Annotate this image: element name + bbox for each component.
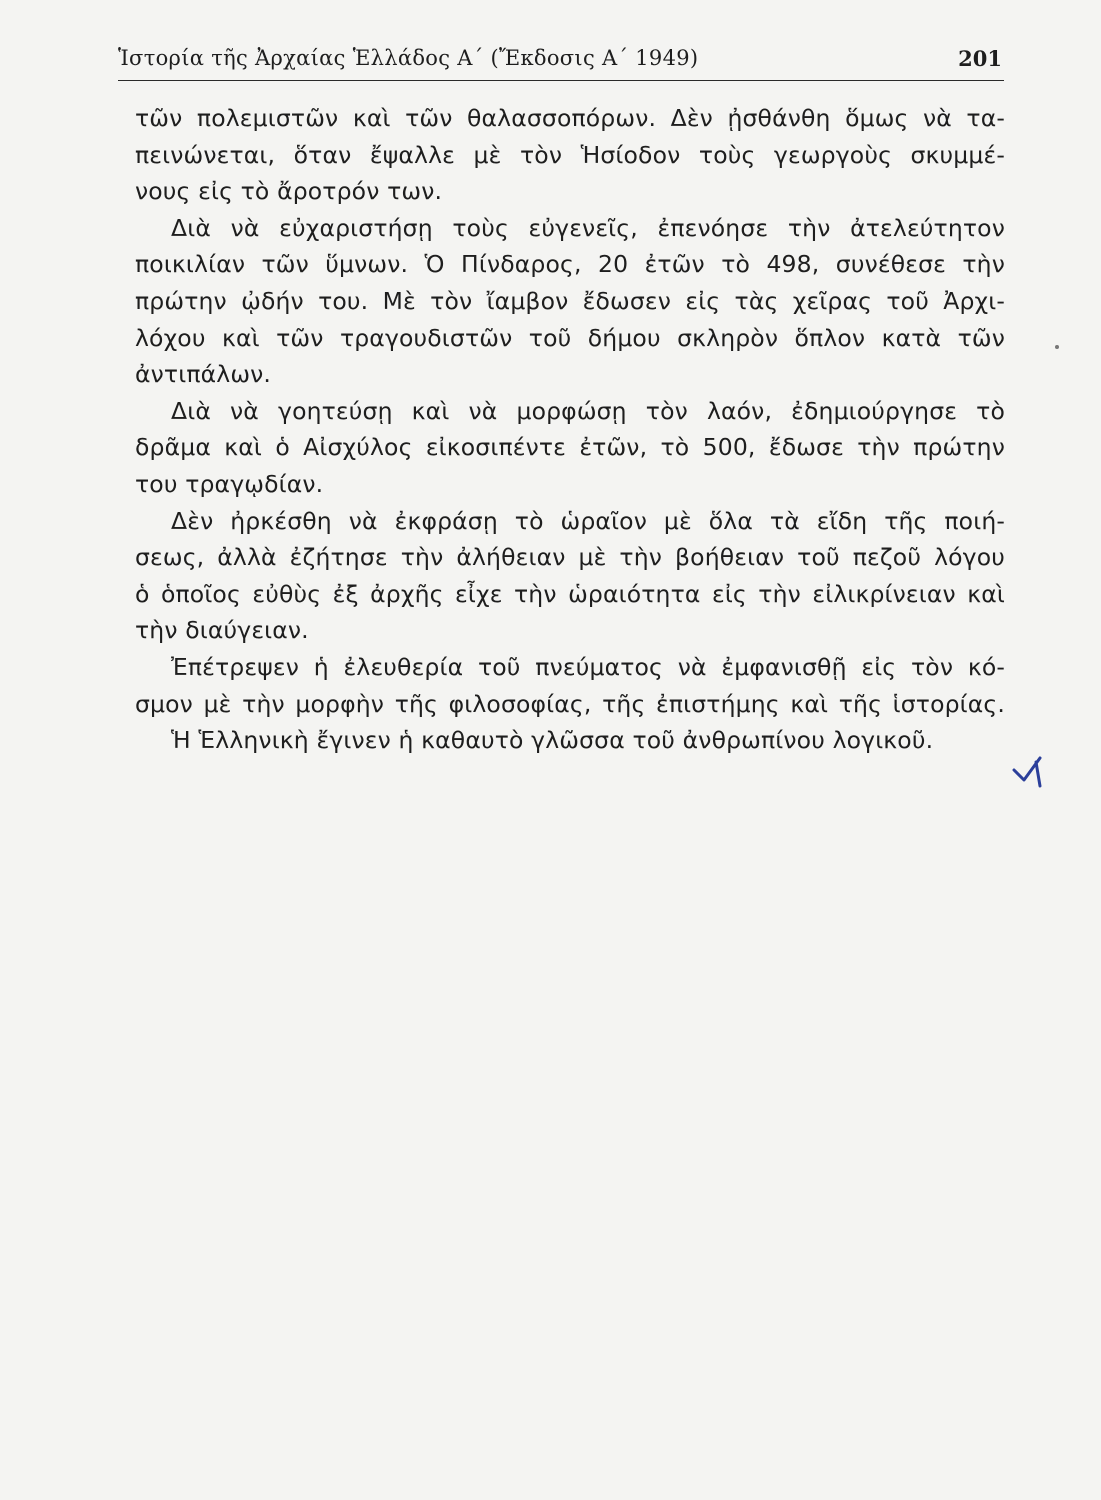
running-head — [118, 44, 1004, 81]
text-line: Ἐπέτρεψεν ἡ ἐλευθερία τοῦ πνεύματος νὰ ἐμφανισθῇ εἰς τὸν κό- — [171, 652, 1005, 681]
text-line: Διὰ νὰ εὐχαριστήσῃ τοὺς εὐγενεῖς, ἐπενόησε τὴν ἀτελεύτητον — [171, 213, 1005, 242]
text-line: πεινώνεται, ὅταν ἔψαλλε μὲ τὸν Ἡσίοδον τοὺς γεωργοὺς σκυμμέ- — [135, 140, 1005, 169]
margin-dot — [1055, 345, 1059, 349]
text-line: δρᾶμα καὶ ὁ Αἰσχύλος εἰκοσιπέντε ἐτῶν, τὸ 500, ἔδωσε τὴν πρώτην — [135, 433, 1005, 462]
text-line: τῶν πολεμιστῶν καὶ τῶν θαλασσοπόρων. Δὲν ᾐσθάνθη ὅμως νὰ τα- — [135, 104, 1005, 132]
text-line: ποικιλίαν τῶν ὕμνων. Ὁ Πίνδαρος, 20 ἐτῶν τὸ 498, συνέθεσε τὴν — [135, 250, 1005, 279]
text-line: σμον μὲ τὴν μορφὴν τῆς φιλοσοφίας, τῆς ἐπιστήμης καὶ τῆς ἱστορίας. — [135, 689, 1005, 718]
text-line: Ἡ Ἑλληνικὴ ἔγινεν ἡ καθαυτὸ γλῶσσα τοῦ ἀνθρωπίνου λογικοῦ. — [171, 726, 934, 755]
text-line: νους εἰς τὸ ἄροτρόν των. — [135, 177, 443, 206]
page-number: 201 — [958, 46, 1002, 71]
text-line: Διὰ νὰ γοητεύσῃ καὶ νὰ μορφώσῃ τὸν λαόν, ἐδημιούργησε τὸ — [171, 396, 1005, 425]
text-line: ὁ ὁποῖος εὐθὺς ἐξ ἀρχῆς εἶχε τὴν ὡραιότητα εἰς τὴν εἰλικρίνειαν καὶ — [135, 579, 1005, 608]
text-line: τὴν διαύγειαν. — [135, 616, 309, 645]
text-line: πρώτην ᾠδήν του. Μὲ τὸν ἴαμβον ἔδωσεν εἰς τὰς χεῖρας τοῦ Ἀρχι- — [135, 286, 1005, 315]
text-line: σεως, ἀλλὰ ἐζήτησε τὴν ἀλήθειαν μὲ τὴν βοήθειαν τοῦ πεζοῦ λόγου — [135, 543, 1005, 572]
text-line: του τραγῳδίαν. — [135, 469, 324, 498]
running-head-title: Ἱστορία τῆς Ἀρχαίας Ἑλλάδος Α΄ (Ἔκδοσις Α΄ 1949) — [118, 46, 699, 70]
text-line: ἀντιπάλων. — [135, 360, 272, 389]
handwritten-check-mark-icon — [1010, 752, 1046, 792]
body-text — [135, 100, 1005, 759]
text-line: Δὲν ἠρκέσθη νὰ ἐκφράσῃ τὸ ὡραῖον μὲ ὅλα τὰ εἴδη τῆς ποιή- — [171, 506, 1005, 535]
text-line: λόχου καὶ τῶν τραγουδιστῶν τοῦ δήμου σκληρὸν ὅπλον κατὰ τῶν — [135, 323, 1005, 352]
